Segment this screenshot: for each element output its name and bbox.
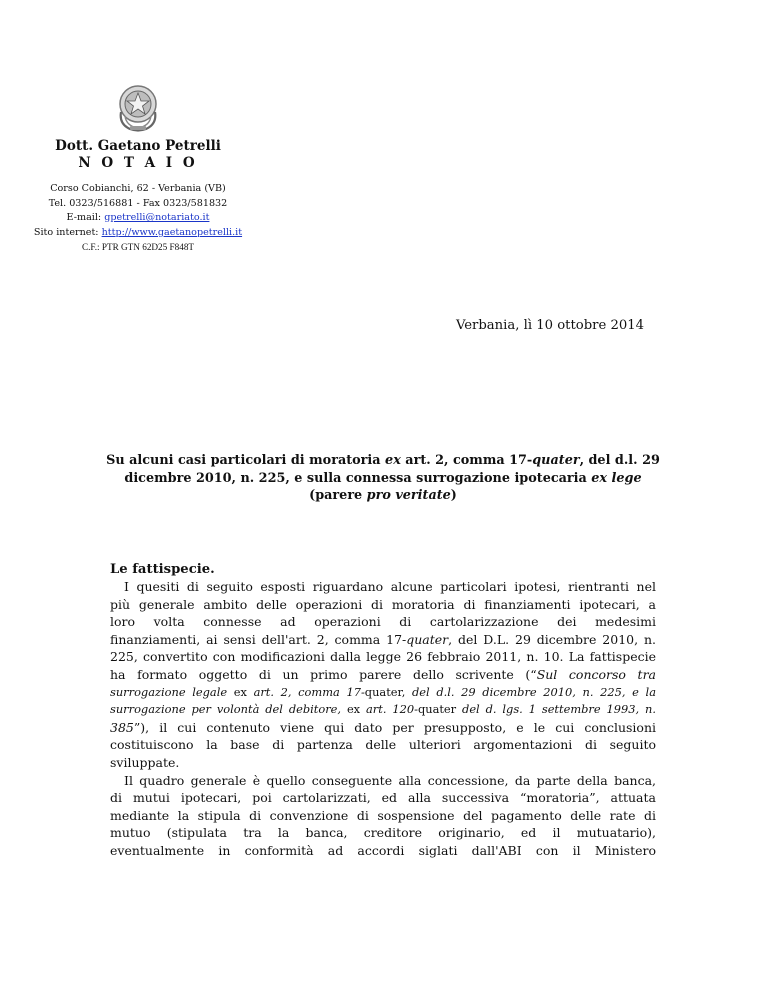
italic-fragment: 385 (110, 719, 134, 735)
italic-fragment: del d.l. 29 dicembre 2010, n. 225, e la (405, 684, 656, 699)
website-link[interactable]: http://www.gaetanopetrelli.it (101, 226, 243, 238)
text-line (110, 684, 656, 702)
heading-text: ) (450, 488, 457, 503)
text-line (110, 701, 656, 719)
text-line: più generale ambito delle operazioni di moratoria di finanziamenti ipotecari, a (110, 596, 656, 612)
heading-text: art. 2, comma 17- (400, 453, 533, 468)
heading-italic: ex (385, 453, 401, 468)
text-line (110, 719, 656, 737)
text-line: I quesiti di seguito esposti riguardano alcune particolari ipotesi, rientranti nel (124, 579, 656, 594)
text-fragment: quater (417, 702, 457, 717)
text-fragment: ”), il cui contenuto viene qui dato per presupposto, e le cui conclusioni (133, 719, 656, 735)
text-fragment: ex (227, 684, 254, 699)
text-fragment: finanziamenti, ai sensi dell'art. 2, comma 17- (110, 631, 407, 647)
text-fragment: quater, (364, 684, 406, 699)
phone-fax: Tel. 0323/516881 - Fax 0323/581832 (48, 197, 228, 209)
text-fragment: , del D.L. 29 dicembre 2010, n. (448, 631, 656, 647)
letterhead (0, 138, 276, 254)
italic-fragment: surrogazione per volontà del debitore, (110, 702, 342, 717)
email-line (0, 211, 276, 226)
notary-title: N O T A I O (78, 155, 198, 171)
text-line: 225, convertito con modificazioni dalla legge 26 febbraio 2011, n. 10. La fattispecie (110, 649, 656, 665)
document-heading (104, 452, 662, 505)
heading-line-3 (104, 487, 662, 505)
text-line: mediante la stipula di convenzione di sospensione del pagamento delle rate di (110, 807, 656, 823)
email-label: E-mail: (66, 212, 102, 224)
italic-fragment: Sul concorso tra (536, 666, 656, 682)
heading-line-2 (104, 470, 662, 488)
text-fragment: ha formato oggetto di un primo parere dello scrivente (“ (110, 666, 537, 682)
heading-italic: pro veritate (366, 488, 451, 503)
tax-code: C.F.: PTR GTN 62D25 F848T (81, 242, 195, 253)
text-line (110, 666, 656, 684)
email-link[interactable]: gpetrelli@notariato.it (104, 212, 210, 224)
italic-fragment: del d. lgs. 1 settembre 1993, n. (456, 702, 656, 717)
office-address: Corso Cobianchi, 62 - Verbania (VB) (50, 183, 226, 194)
text-line: di mutui ipotecari, poi cartolarizzati, ed alla successiva “moratoria”, attuata (110, 790, 656, 806)
website-line (0, 226, 276, 241)
text-line: sviluppate. (110, 754, 180, 770)
notary-name: Dott. Gaetano Petrelli (55, 138, 221, 154)
website-label: Sito internet: (33, 226, 99, 238)
document-date: Verbania, lì 10 ottobre 2014 (455, 318, 644, 333)
italic-fragment: art. 120- (366, 702, 418, 717)
heading-italic: quater (532, 453, 580, 468)
italic-fragment: quater (406, 631, 449, 647)
section-title: Le fattispecie. (110, 562, 215, 577)
heading-text: , del d.l. 29 (579, 453, 660, 468)
italic-fragment: surrogazione legale (110, 684, 228, 699)
body-paragraphs (110, 578, 656, 860)
text-line (110, 631, 656, 649)
heading-text: (parere (309, 488, 367, 503)
italic-fragment: art. 2, comma 17- (253, 684, 365, 699)
text-line: mutuo (stipulata tra la banca, creditore originario, ed il mutuatario), (110, 825, 656, 841)
republic-emblem-icon (116, 82, 160, 134)
heading-line-1 (104, 452, 662, 470)
text-line: Il quadro generale è quello conseguente alla concessione, da parte della banca, (124, 772, 656, 788)
text-fragment: ex (341, 702, 367, 717)
heading-italic: ex lege (591, 470, 642, 486)
text-line: costituiscono la base di partenza delle ulteriori argomentazioni di seguito (110, 737, 656, 753)
heading-text: Su alcuni casi particolari di moratoria (106, 453, 386, 468)
text-line: loro volta connesse ad operazioni di cartolarizzazione dei medesimi (110, 614, 656, 630)
text-line: eventualmente in conformità ad accordi siglati dall'ABI con il Ministero (110, 842, 656, 858)
heading-text: dicembre 2010, n. 225, e sulla connessa surrogazione ipotecaria (124, 470, 592, 486)
